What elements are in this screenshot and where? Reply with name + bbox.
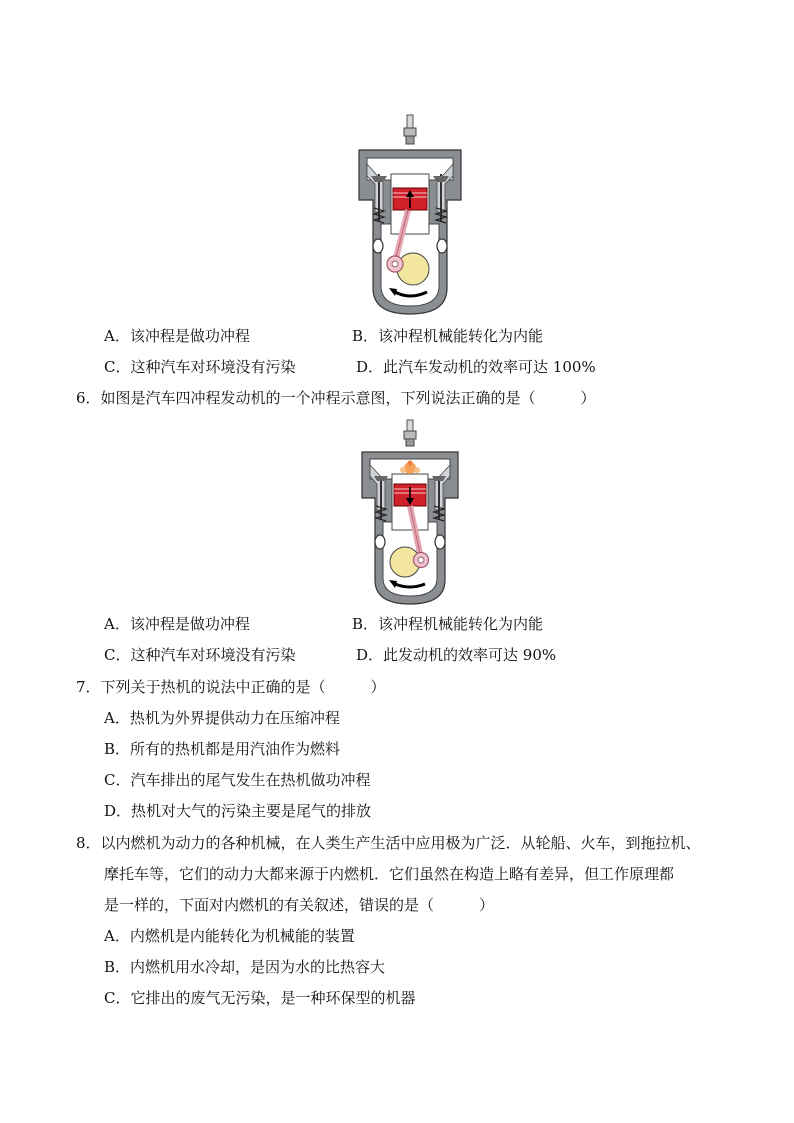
q8-option-b: B．内燃机用水冷却，是因为水的比热容大 [104, 958, 386, 976]
q6-option-a: A．该冲程是做功冲程 [104, 615, 250, 633]
q8-stem-line-2: 摩托车等，它们的动力大都来源于内燃机．它们虽然在构造上略有差异，但工作原理都 [104, 865, 675, 883]
q8-option-c: C．它排出的废气无污染，是一种环保型的机器 [104, 989, 416, 1007]
q5-option-d: D．此汽车发动机的效率可达 100% [356, 358, 596, 376]
q7-option-c: C．汽车排出的尾气发生在热机做功冲程 [104, 771, 371, 789]
q5-option-b: B．该冲程机械能转化为内能 [352, 327, 544, 345]
q5-option-a: A．该冲程是做功冲程 [104, 327, 250, 345]
engine-diagram-power [357, 418, 463, 608]
q7-option-d: D．热机对大气的污染主要是尾气的排放 [104, 802, 372, 820]
q7-option-b: B．所有的热机都是用汽油作为燃料 [104, 740, 341, 758]
engine-diagram-compression [353, 112, 467, 318]
q8-stem-line-3: 是一样的，下面对内燃机的有关叙述，错误的是（ ） [104, 896, 495, 914]
q8-option-a: A．内燃机是内能转化为机械能的装置 [104, 927, 355, 945]
q6-option-b: B．该冲程机械能转化为内能 [352, 615, 544, 633]
q6-option-d: D．此发动机的效率可达 90% [356, 646, 557, 664]
q7-stem: 7．下列关于热机的说法中正确的是（ ） [76, 678, 386, 696]
q7-option-a: A．热机为外界提供动力在压缩冲程 [104, 709, 340, 727]
q5-option-c: C．这种汽车对环境没有污染 [104, 358, 296, 376]
q6-option-c: C．这种汽车对环境没有污染 [104, 646, 296, 664]
q6-stem: 6．如图是汽车四冲程发动机的一个冲程示意图，下列说法正确的是（ ） [76, 389, 596, 407]
q8-stem-line-1: 8．以内燃机为动力的各种机械，在人类生产生活中应用极为广泛．从轮船、火车，到拖拉机、 [76, 834, 701, 852]
